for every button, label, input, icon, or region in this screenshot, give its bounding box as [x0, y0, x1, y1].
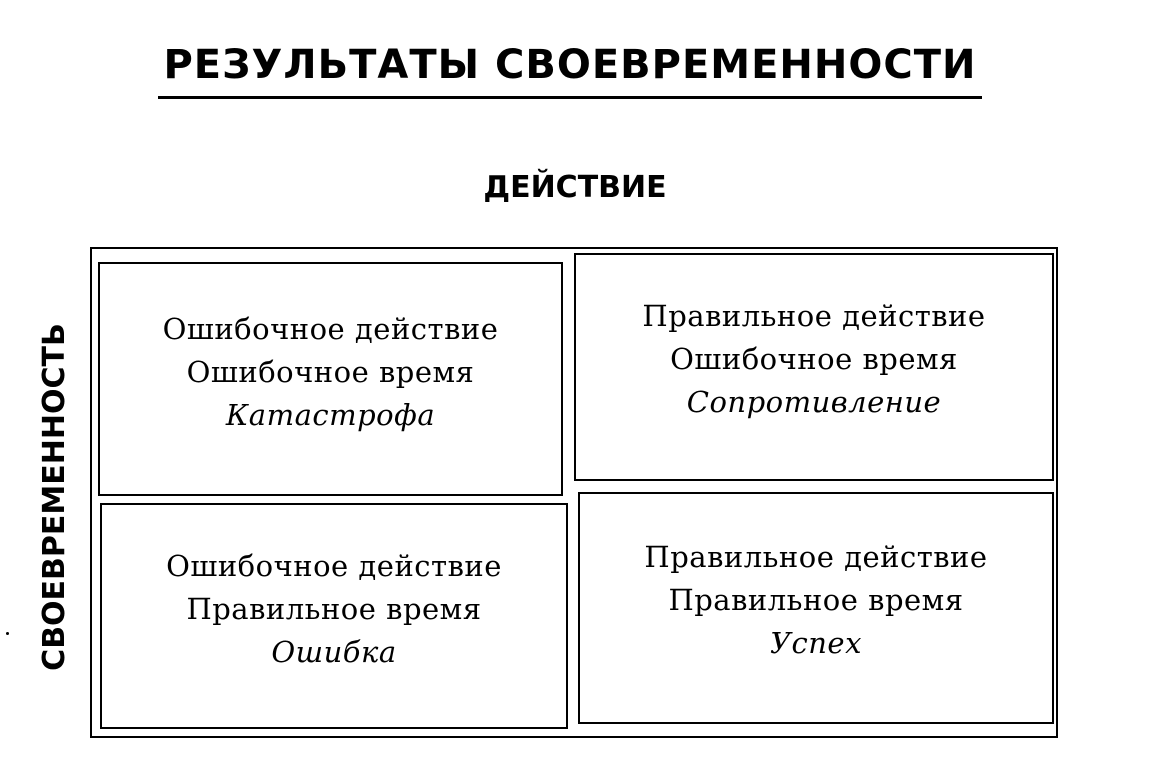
cell-content — [166, 545, 502, 674]
cell-time-line: Правильное время — [668, 582, 964, 617]
matrix-cell-bottom-right — [578, 492, 1054, 724]
cell-action-line: Ошибочное действие — [162, 311, 499, 346]
axis-label-timeliness: СВОЕВРЕМЕННОСТЬ — [37, 323, 72, 671]
cell-time-line: Правильное время — [186, 591, 482, 626]
cell-content — [642, 295, 985, 424]
diagram-title: РЕЗУЛЬТАТЫ СВОЕВРЕМЕННОСТИ — [163, 42, 977, 88]
cell-result: Сопротивление — [686, 384, 942, 419]
cell-action-line: Ошибочное действие — [166, 548, 502, 583]
cell-result: Катастрофа — [225, 397, 436, 432]
matrix-cell-top-left — [98, 262, 563, 496]
cell-result: Ошибка — [271, 634, 397, 669]
cell-time-line: Ошибочное время — [670, 341, 958, 376]
scan-speck — [6, 632, 9, 635]
cell-action-line: Правильное действие — [644, 539, 988, 574]
title-underline — [158, 96, 982, 99]
matrix-cell-top-right — [574, 253, 1054, 481]
axis-label-action: ДЕЙСТВИЕ — [483, 170, 667, 205]
cell-content — [644, 536, 987, 665]
cell-action-line: Правильное действие — [642, 298, 986, 333]
cell-content — [163, 308, 499, 437]
matrix-cell-bottom-left — [100, 503, 568, 729]
cell-time-line: Ошибочное время — [186, 354, 475, 389]
cell-result: Успех — [770, 625, 862, 660]
